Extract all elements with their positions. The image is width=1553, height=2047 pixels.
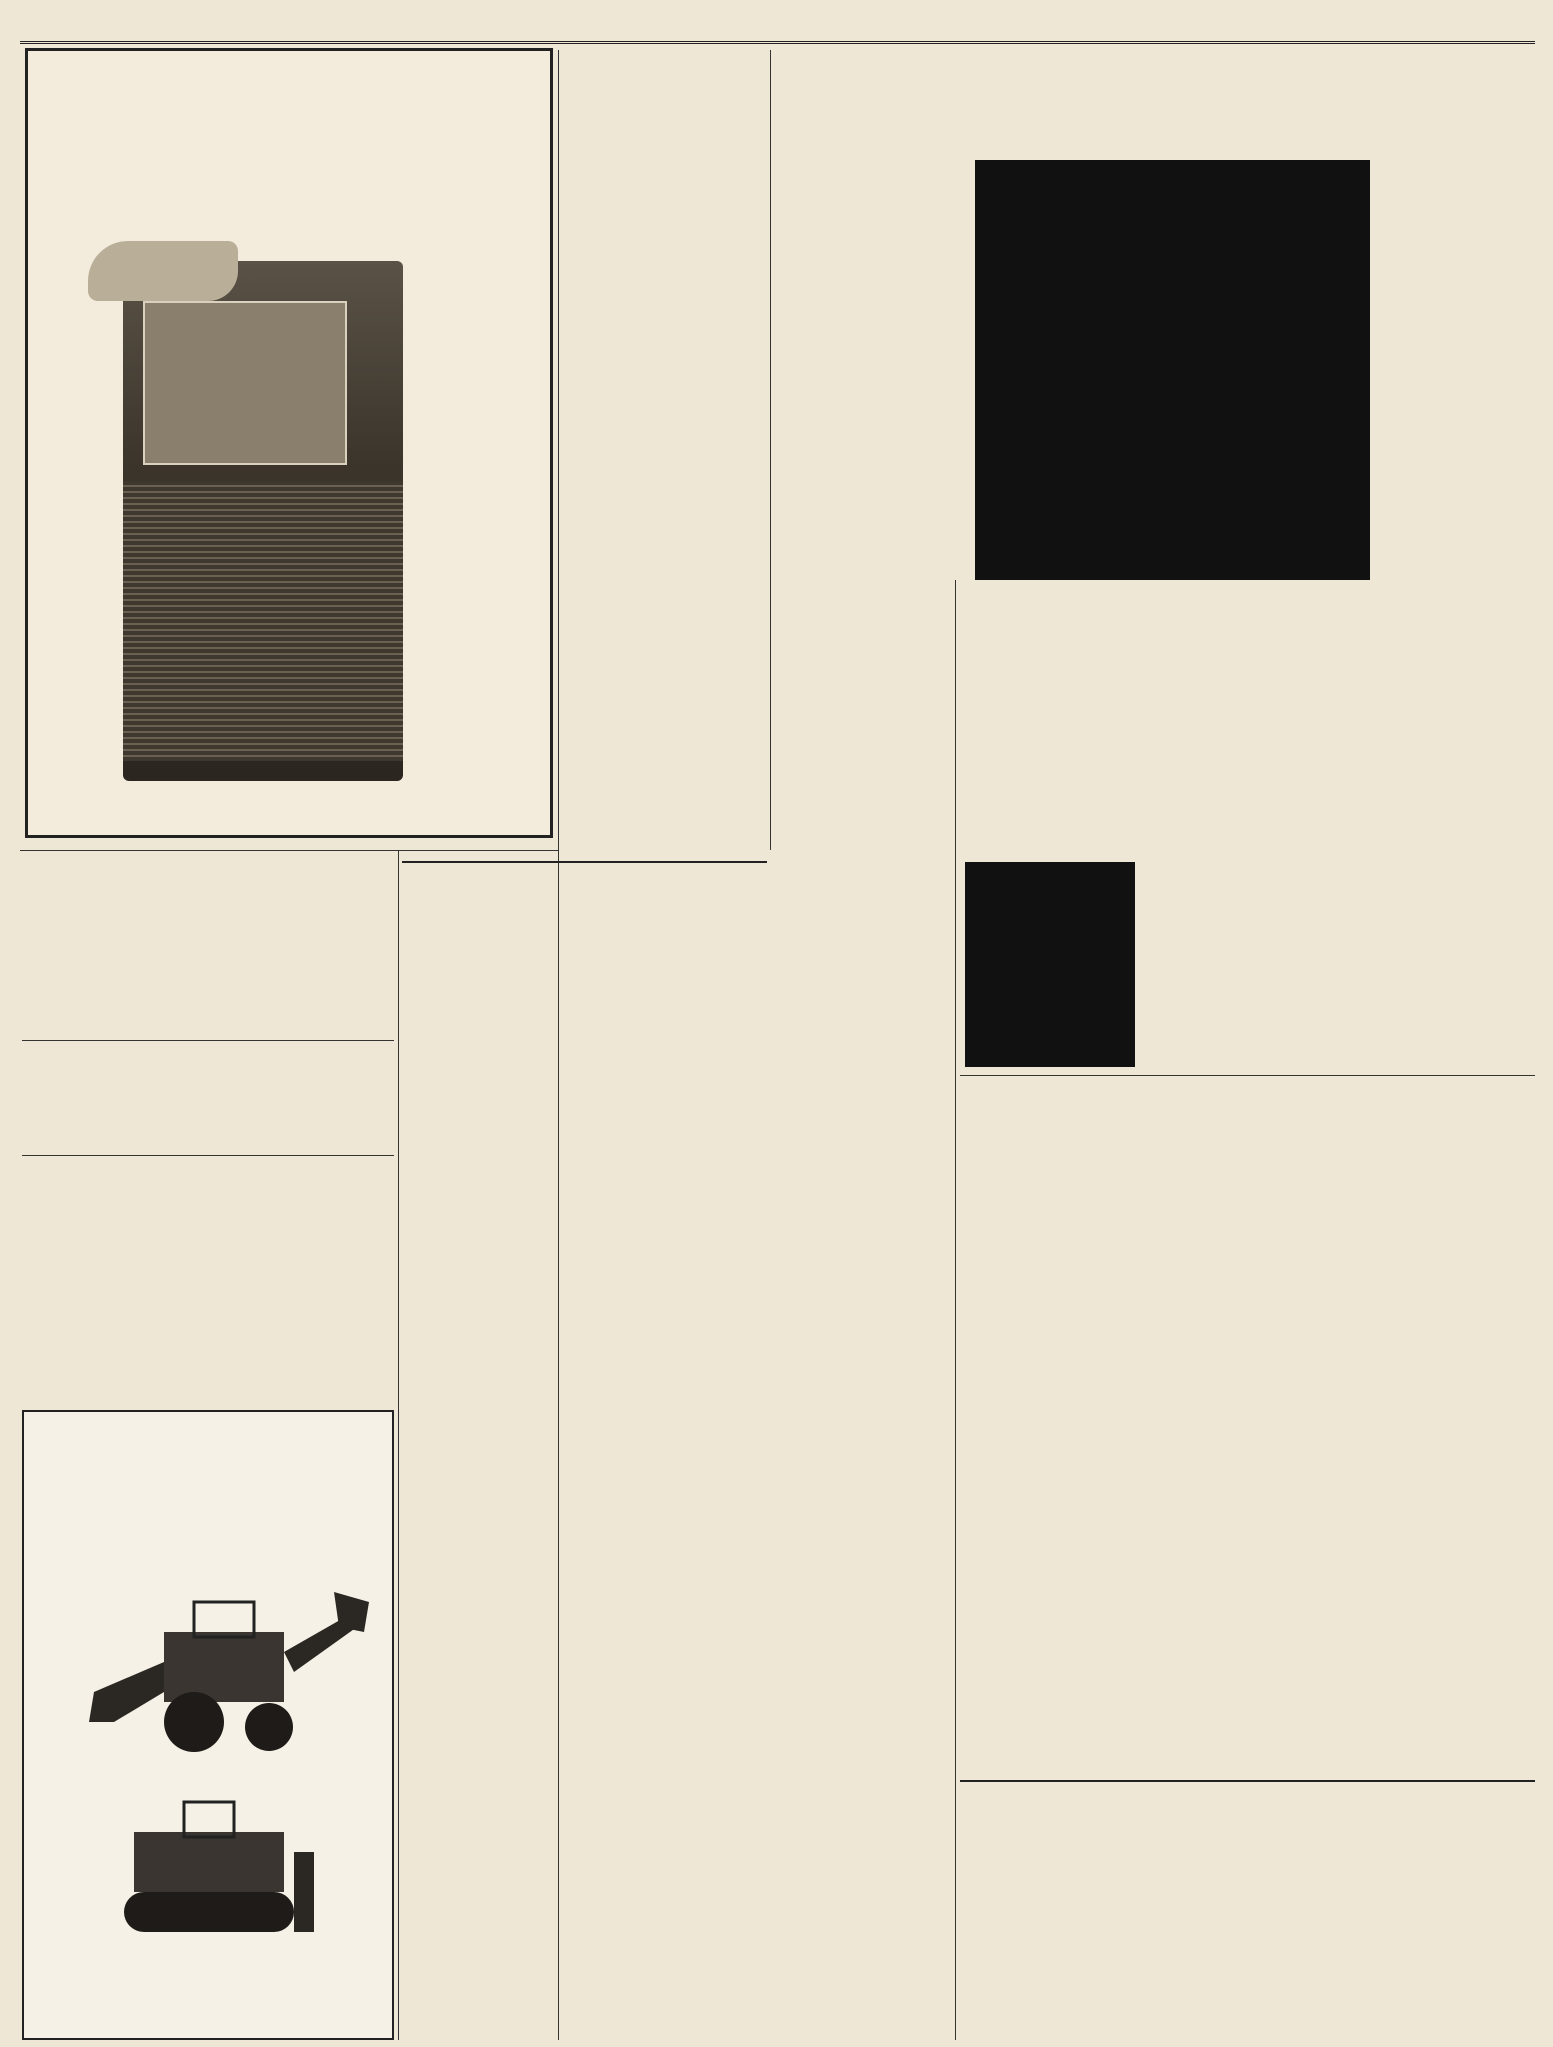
masthead bbox=[20, 8, 1535, 44]
crossword-top-numbers bbox=[970, 135, 1375, 159]
crossword-grid bbox=[975, 160, 1370, 580]
wedding-notice bbox=[22, 855, 394, 1035]
hand-image bbox=[88, 241, 238, 301]
theater-notice bbox=[22, 1045, 394, 1150]
dozer-track bbox=[124, 1892, 294, 1932]
magazine-stack-image bbox=[123, 261, 403, 781]
sports-col-right bbox=[770, 105, 950, 745]
tabrikat-title-box bbox=[775, 710, 955, 840]
nahal-notice bbox=[22, 1160, 394, 1405]
crossword-side-numbers bbox=[1380, 160, 1406, 580]
banovan-ad bbox=[25, 48, 553, 838]
dozer-blade bbox=[294, 1852, 314, 1932]
dozer-body bbox=[134, 1832, 284, 1892]
loader-wheel-rear bbox=[164, 1692, 224, 1752]
crossword-clues-down bbox=[1145, 685, 1535, 895]
sports-col-left bbox=[565, 105, 765, 825]
loader-wheel-front bbox=[245, 1703, 293, 1751]
majma-notice bbox=[962, 1785, 1535, 2035]
crossword-title-box bbox=[965, 50, 1535, 130]
sports-title-box bbox=[565, 55, 960, 100]
solution-grid bbox=[965, 862, 1135, 1067]
backhoe-arm bbox=[89, 1662, 164, 1722]
tabrikat-list bbox=[775, 845, 950, 2040]
loader-machine-image bbox=[54, 1572, 374, 1762]
bulldozer-image bbox=[64, 1782, 364, 1952]
monaghese-dovom bbox=[962, 1080, 1535, 1780]
crossword-extra-text bbox=[965, 590, 1535, 680]
mozayede-column bbox=[402, 855, 767, 2040]
solution-title bbox=[965, 838, 1135, 860]
loader-bucket bbox=[334, 1592, 369, 1632]
dozer-cab bbox=[184, 1802, 234, 1837]
magazine-cover bbox=[143, 301, 347, 465]
loader-body bbox=[164, 1632, 284, 1702]
crossword-clues-down-continued bbox=[1145, 900, 1535, 1070]
case-ad bbox=[22, 1410, 394, 2040]
crossword-clues-across bbox=[1410, 150, 1535, 590]
loader-cab bbox=[194, 1602, 254, 1637]
magazine-stack-edges bbox=[123, 481, 403, 761]
